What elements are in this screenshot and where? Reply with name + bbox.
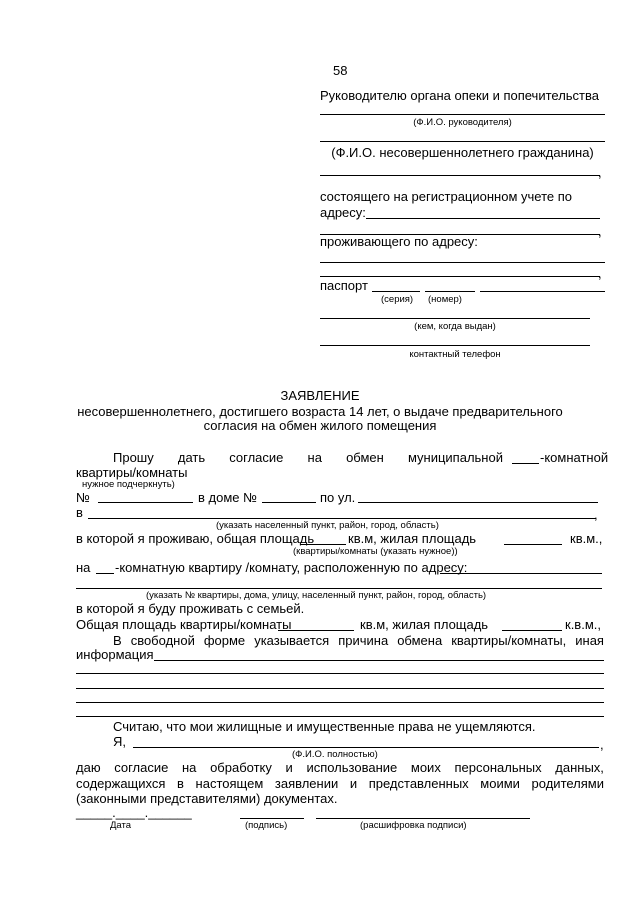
consider-text: Считаю, что мои жилищные и имущественные права не ущемляются. <box>113 719 536 734</box>
place-caption: (указать населенный пункт, район, город, область) <box>216 520 439 531</box>
information-line2[interactable] <box>76 673 604 674</box>
total-area-line[interactable] <box>300 544 346 545</box>
i-label: Я, <box>113 734 126 749</box>
new-living-area-line[interactable] <box>502 630 562 631</box>
sqm-label: кв.м., <box>570 531 603 546</box>
new-address-line[interactable] <box>440 573 602 574</box>
addressee: Руководителю органа опеки и попечительства <box>320 88 599 103</box>
will-live-text: в которой я буду проживать с семьей. <box>76 601 305 616</box>
full-name-caption: (Ф.И.О. полностью) <box>292 749 378 760</box>
information-line5[interactable] <box>76 716 604 717</box>
living-address-line[interactable] <box>320 262 605 263</box>
free-form-line: В свободной форме указывается причина обмена квартиры/комнаты, иная <box>113 633 604 648</box>
document-subtitle-2: согласия на обмен жилого помещения <box>203 418 437 433</box>
request-line: Прошу дать согласие на обмен муниципальной <box>113 450 503 465</box>
minor-name-line[interactable] <box>320 175 600 176</box>
issued-line[interactable] <box>320 318 590 319</box>
new-address-line2[interactable] <box>76 588 602 589</box>
date-field[interactable]: _____.____.______ <box>76 805 192 820</box>
apt-room-label: квартиры/комнаты <box>76 465 188 480</box>
information-label: информация <box>76 647 154 662</box>
date-caption: Дата <box>110 820 132 831</box>
full-name-line[interactable] <box>133 747 599 748</box>
passport-extra-line[interactable] <box>480 291 605 292</box>
street-label: по ул. <box>320 490 356 505</box>
living-address-label: проживающего по адресу: <box>320 234 478 249</box>
new-total-area-label: Общая площадь квартиры/комнаты <box>76 617 292 632</box>
new-rooms-count-line[interactable] <box>96 573 114 574</box>
new-sqm-label: к.в.м., <box>565 617 601 632</box>
address-caption: (указать № квартиры, дома, улицу, населенный пункт, район, город, область) <box>146 590 487 601</box>
series-caption: (серия) <box>381 294 414 305</box>
issued-caption: (кем, когда выдан) <box>414 321 496 332</box>
document-title: ЗАЯВЛЕНИЕ <box>280 388 360 403</box>
page-number: 58 <box>333 63 348 78</box>
registered-address-label: адресу: <box>320 205 366 220</box>
exchange-to-label: -комнатную квартиру /комнату, расположенную по адресу: <box>115 560 468 575</box>
consent-line-1: даю согласие на обработку и использование моих персональных данных, <box>76 760 604 775</box>
information-line[interactable] <box>154 660 604 661</box>
head-name-line[interactable] <box>320 114 605 115</box>
current-area-label: в которой я проживаю, общая площадь <box>76 531 315 546</box>
in-label: в <box>76 505 83 520</box>
rooms-count-line[interactable] <box>512 463 539 464</box>
apartment-no-line[interactable] <box>98 502 193 503</box>
information-line3[interactable] <box>76 688 604 689</box>
consent-line-2: содержащихся в настоящем заявлении и представленных моими родителями <box>76 776 604 791</box>
registered-address-line[interactable] <box>366 218 600 219</box>
minor-name-caption: (Ф.И.О. несовершеннолетнего гражданина) <box>331 145 594 160</box>
signature-line[interactable] <box>240 818 304 819</box>
passport-label: паспорт <box>320 278 368 293</box>
signature-decoding-caption: (расшифровка подписи) <box>360 820 467 831</box>
consent-line-3: (законными представителями) документах. <box>76 791 338 806</box>
signature-caption: (подпись) <box>245 820 288 831</box>
document-subtitle-1: несовершеннолетнего, достигшего возраста 14 лет, о выдаче предварительного <box>77 404 563 419</box>
passport-series-line[interactable] <box>372 291 420 292</box>
living-area-label: кв.м, жилая площадь <box>348 531 477 546</box>
registered-label: состоящего на регистрационном учете по <box>320 189 572 204</box>
new-living-area-label: кв.м, жилая площадь <box>360 617 489 632</box>
information-line4[interactable] <box>76 702 604 703</box>
on-label: на <box>76 560 91 575</box>
minor-name-line-top <box>320 141 605 142</box>
house-no-label: в доме № <box>198 490 258 505</box>
living-area-line[interactable] <box>504 544 562 545</box>
rooms-suffix: -комнатной <box>540 450 609 465</box>
phone-caption: контактный телефон <box>409 349 501 360</box>
place-line[interactable] <box>88 518 596 519</box>
number-caption: (номер) <box>428 294 462 305</box>
house-no-line[interactable] <box>262 502 316 503</box>
new-total-area-line[interactable] <box>278 630 354 631</box>
signature-decoding-line[interactable] <box>316 818 530 819</box>
apt-room-caption: (квартиры/комнаты (указать нужное)) <box>293 546 458 557</box>
underline-needed-note: нужное подчеркнуть) <box>82 479 175 490</box>
no-label: № <box>76 490 90 505</box>
head-name-caption: (Ф.И.О. руководителя) <box>413 117 512 128</box>
street-line[interactable] <box>358 502 598 503</box>
phone-line[interactable] <box>320 345 590 346</box>
living-address-line2[interactable] <box>320 276 600 277</box>
passport-number-line[interactable] <box>425 291 475 292</box>
